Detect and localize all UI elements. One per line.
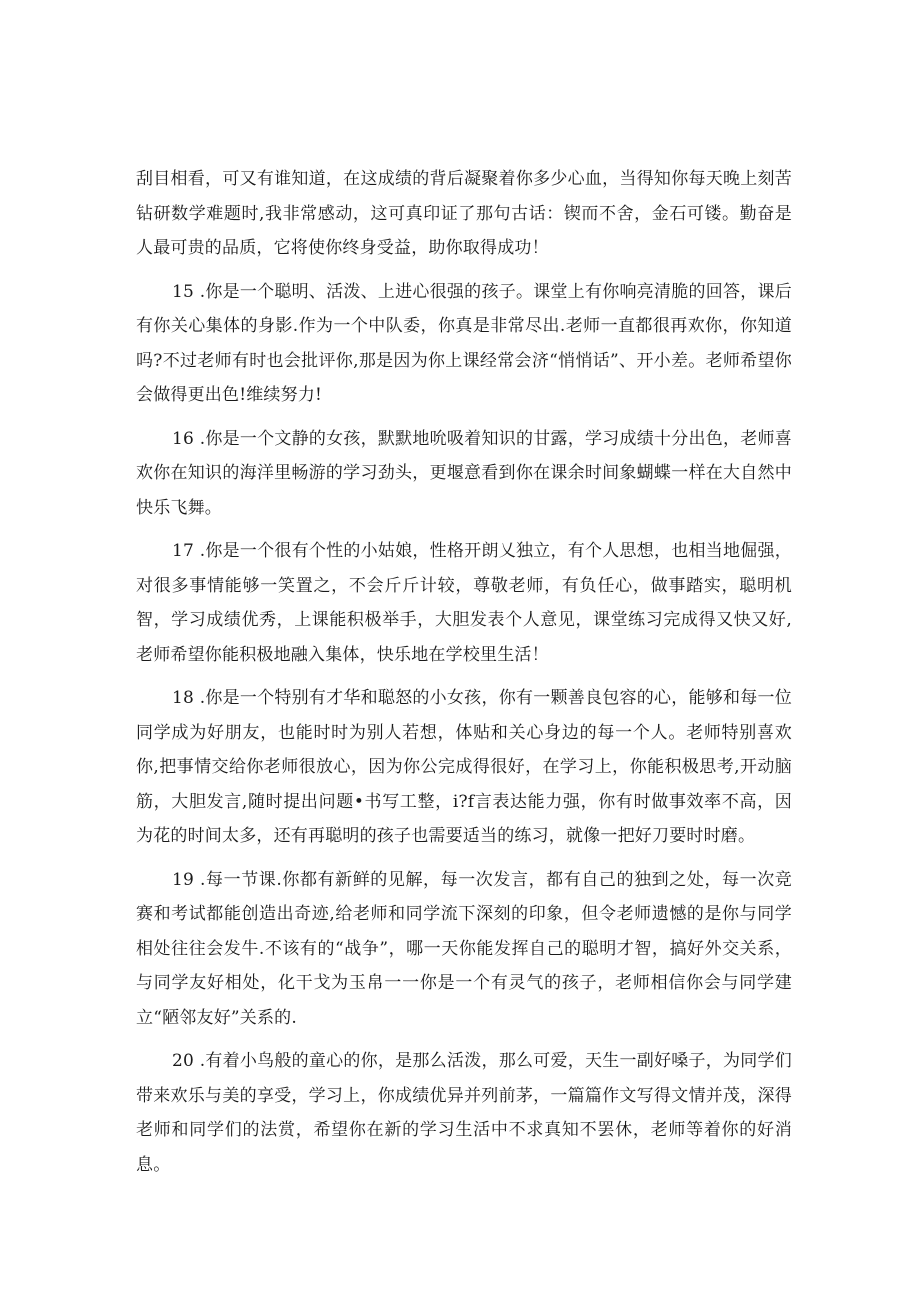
paragraph-17: 17 .你是一个很有个性的小姑娘，性格开朗乂独立，有个人思想，也相当地倔强，对很多事情能够一笑置之，不会斤斤计较，尊敬老师，有负任心，做事踏实，聪明机智，学习成绩优秀，上课能积极举手，大胆发表个人意见，课堂练习完成得又快又好,老师希望你能积极地融入集体，快乐地在学校里生活！: [136, 541, 792, 665]
paragraph-16: 16 .你是一个文静的女孩，默默地吮吸着知识的甘露，学习成绩十分出色，老师喜欢你在知识的海洋里畅游的学习劲头，更堰意看到你在课余时间象蝴蝶一样在大自然中快乐飞舞。: [136, 428, 792, 518]
paragraph-19: 19 .每一节课.你都有新鲜的见解，每一次发言，都有自己的独到之处，每一次竞赛和考试都能创造出奇迹,给老师和同学流下深刻的印象，但令老师遗憾的是你与同学相处往往会发牛.不该有的“战争”，哪一天你能发挥自己的聪明才智，搞好外交关系，与同学友好相处，化干戈为玉帛一一你是一个有灵气的孩子，老师相信你会与同学建立“陋邻友好”关系的.: [136, 869, 792, 1028]
paragraph-15: 15 .你是一个聪明、活泼、上进心很强的孩子。课堂上有你响亮清脆的回答，课后有你关心集体的身影.作为一个中队委，你真是非常尽出.老师一直都很再欢你，你知道吗?不过老师有时也会批评你,那是因为你上课经常会济“悄悄话”、开小差。老师希望你会做得更出色!维续努力!: [136, 281, 792, 405]
paragraph-20: 20 .有着小鸟般的童心的你，是那么活泼，那么可爱，天生一副好嗓子，为同学们带来欢乐与美的享受，学习上，你成绩优异并列前茅，一篇篇作文写得文情并茂，深得老师和同学们的法赏，希望你在新的学习生活中不求真知不罢休，老师等着你的好消息。: [136, 1051, 792, 1175]
paragraph-continuation: 刮目相看，可又有谁知道，在这成绩的背后凝聚着你多少心血，当得知你每天晚上刻苦钻研数学难题时,我非常感动，这可真印证了那句古话：锲而不舍，金石可镂。勤奋是人最可贵的品质，它将使你终身受益，助你取得成功！: [136, 169, 792, 258]
document-body: [136, 162, 792, 1191]
paragraph-18: 18 .你是一个特别有才华和聪怒的小女孩，你有一颗善良包容的心，能够和每一位同学成为好朋友，也能时时为别人若想，体贴和关心身边的每一个人。老师特别喜欢你,把事情交给你老师很放心，因为你公完成得很好，在学习上，你能积极思考,开动脑筋，大胆发言,随时提出问题•书写工整，i?f言表达能力强，你有时做事效率不高，因为花的时间太多，还有再聪明的孩子也需要适当的练习，就像一把好刀要时时磨。: [136, 688, 792, 846]
